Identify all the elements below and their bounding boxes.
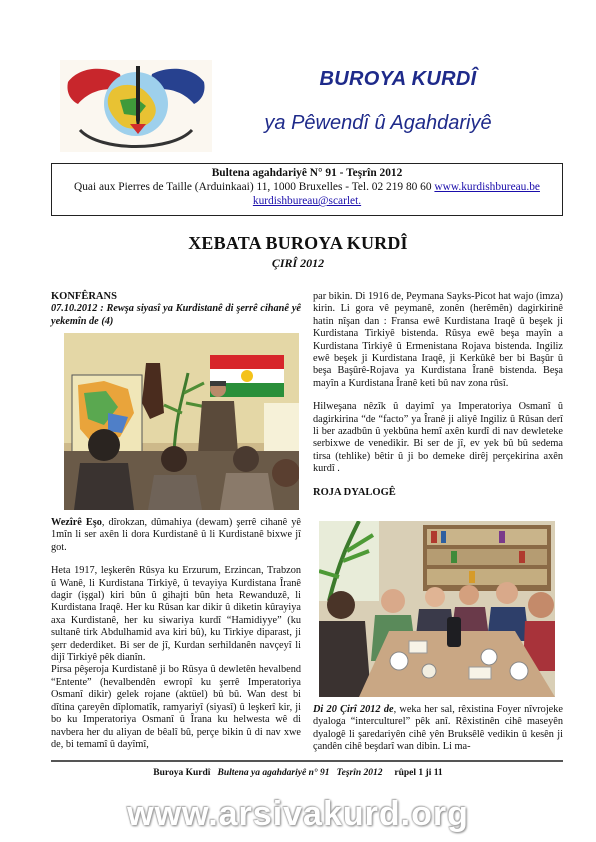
article-title: XEBATA BUROYA KURDÎ <box>188 233 408 253</box>
footer-bulletin: Bultena ya agahdariyê n° 91 <box>217 768 330 778</box>
address-text: Quai aux Pierres de Taille (Arduinkaai) 11, 1000 Bruxelles - Tel. 02 219 80 60 <box>74 181 435 193</box>
conference-photo <box>64 333 299 510</box>
footer-date: Teşrîn 2012 <box>336 768 383 778</box>
left-column-top <box>51 291 301 328</box>
speaker-paragraph <box>51 517 301 554</box>
dialogue-date: Di 20 Çirî 2012 de <box>313 704 394 715</box>
bulletin-issue-line: Bultena agahdariyê N° 91 - Teşrîn 2012 <box>211 167 403 179</box>
email-link[interactable]: kurdishbureau@scarlet. <box>252 195 362 207</box>
speaker-name: Wezîrê Eşo <box>51 517 102 528</box>
website-link[interactable]: www.kurdishbureau.be <box>434 181 540 193</box>
speaker-text: , dîrokzan, dûmahiya (dewam) şerrê cihanê yê 1mîn li ser axên li dora Kurdistanê û li Kurdistanê bixwe jî got. <box>51 517 301 553</box>
header-title-line1: BUROYA KURDÎ <box>319 68 477 90</box>
left-paragraph-2: Pirsa pêşeroja Kurdistanê ji bo Rûsya û dewletên hevalbend “Entente” (hevalbendên ewropî ku şerrê Imperatoriya Osmanî dikir) gelek rojane (aktüel) bû bû. Wan dest bi dîtina çareyên dîplomatîk, ramyariyî (siyasî) û leşkerî kir, ji bo ku Imperatoriya Osmanî û Îrana ku helwesta wê di navbera her du aliyan de bêalî bû, perçe bikin û di nav xwe de, bi temamî û dayîmî, <box>51 664 301 750</box>
footer-page: rûpel 1 ji 11 <box>394 768 443 778</box>
dialogue-photo <box>319 521 555 697</box>
article-subtitle: ÇIRÎ 2012 <box>271 256 325 270</box>
header-title-line2: ya Pêwendî û Agahdariyê <box>264 112 492 134</box>
right-paragraph-3-text: , weka her sal, rêxistina Foyer nîvrojeke dyaloga “interculturel” pêk anî. Rêxistinên cihê maseyên dyalogê li şaredariyên cihê yên Bruksêlê vedikin û kesên ji çandên cihê beşdarî wan dibin. Li ma- <box>313 704 563 753</box>
footer-org: Buroya Kurdî <box>153 768 211 778</box>
right-column-top <box>313 291 563 499</box>
right-paragraph-1: par bikin. Di 1916 de, Peymana Sayks-Picot hat wajo (imza) kirin. Li gora vê peymanê, zonên (herêmên) dagirkirinê hatin nîşan dan : Fransa ewê Kurdistana Iraqê û beşek ji Kurdistana Tirkiyê bistenda. Rûsya ewê beşa mayîn a Kurdistana Tirkiyê û Ermenistana Rojava bistenda. Ingiliz ewê beşek ji Kurdistana Iraqê, ji Kerkûkê ber bi Başûr û beşa Başûrê-Rojava ya Kurdistana Îranê bistenda. Beşa mayîn a Kurdistana Îranê keti bû nav zona rûsî. <box>313 291 563 389</box>
section-title-konferans: KONFÊRANS <box>51 291 117 302</box>
footer-rule <box>51 760 563 762</box>
subsection-title: 07.10.2012 : Rewşa siyasî ya Kurdistanê di şerrê cihanê yê yekemîn de (4) <box>51 303 301 327</box>
contact-line <box>52 180 562 194</box>
left-column-body <box>51 517 301 751</box>
right-paragraph-3 <box>313 704 563 754</box>
section-title-roja-dyaloge: ROJA DYALOGÊ <box>313 486 396 498</box>
site-watermark: www.arsivakurd.org <box>127 795 469 833</box>
page-footer <box>0 768 596 778</box>
organization-logo <box>60 60 212 152</box>
bulletin-info-box <box>51 163 563 216</box>
right-column-bottom <box>313 704 563 754</box>
right-paragraph-2: Hilweşana nêzîk û dayimî ya Imperatoriya Osmanî û dagirkirina “de “facto” ya Îranê ji aliyê Ingiliz û Rûsan derî li ber azadbûn û yekbûna hemî axên kurdî di nav dewleteke serbixwe de venedikir. Bi ser de jî, ev yek bû bû sedema tirsa (tehlike) bêtir û ji bo demeke dirêj perçekirina axên kurdî . <box>313 401 563 475</box>
left-paragraph-1: Heta 1917, leşkerên Rûsya ku Erzurum, Erzincan, Trabzon û Wanê, li Kurdistana Tirkiyê, û tevayiya Kurdistana Îranê dagir (işgal) kiri bûn û gihajti bûn heta Rewanduzê, li Kurdistana Iraqê. Her ku Rûsan kar dikir û diketin kûrayiya axa Kurdistanê, her ku siwariya kurdî “Hamidiyye” (ku sultanê tirk Abdulhamid ava kiri bû), ku Tirkiye diparast, ji şerr dederdiket. Bi ser de jî, Kurdan serhildanên navçeyî li dijî Tirkiyê pêk dianîn. <box>51 565 301 664</box>
